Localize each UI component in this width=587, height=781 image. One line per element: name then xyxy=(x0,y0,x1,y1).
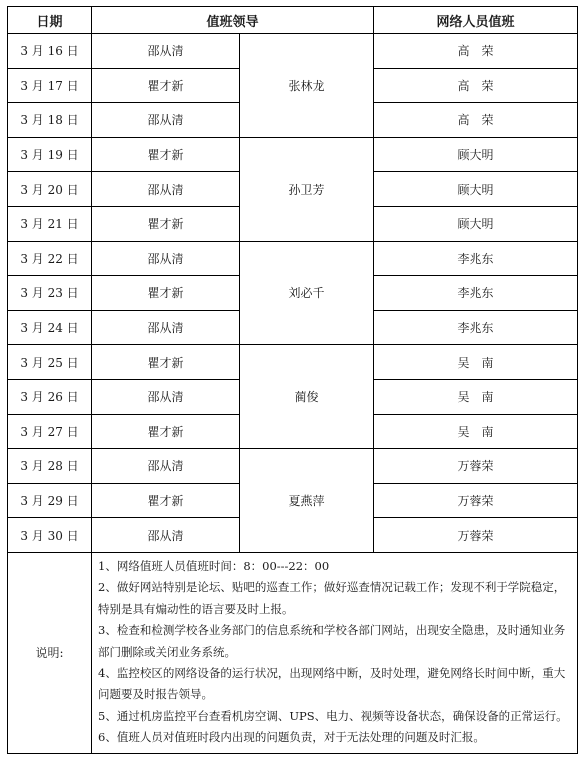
chief-leader-cell: 孙卫芳 xyxy=(240,137,374,241)
note-item: 5、通过机房监控平台查看机房空调、UPS、电力、视频等设备状态，确保设备的正常运行。 xyxy=(98,708,568,723)
leader-cell: 邵从清 xyxy=(92,379,240,414)
notes-row xyxy=(8,552,578,753)
network-staff-cell: 李兆东 xyxy=(374,276,578,311)
chief-leader-cell: 蔺俊 xyxy=(240,345,374,449)
network-staff-cell: 高 荣 xyxy=(374,34,578,69)
note-item: 1、网络值班人员值班时间：8：00---22：00 xyxy=(98,558,330,573)
leader-cell: 邵从清 xyxy=(92,172,240,207)
leader-cell: 瞿才新 xyxy=(92,68,240,103)
schedule-row xyxy=(8,449,578,484)
table-header-row xyxy=(8,7,578,34)
chief-leader-cell: 刘必千 xyxy=(240,241,374,345)
network-staff-cell: 顾大明 xyxy=(374,172,578,207)
schedule-body xyxy=(8,34,578,553)
network-staff-cell: 万蓉荣 xyxy=(374,518,578,553)
date-cell: 3 月 25 日 xyxy=(8,345,92,380)
notes-label: 说明: xyxy=(8,552,92,753)
date-cell: 3 月 26 日 xyxy=(8,379,92,414)
duty-schedule-sheet xyxy=(7,6,577,754)
leader-cell: 瞿才新 xyxy=(92,345,240,380)
network-staff-cell: 高 荣 xyxy=(374,68,578,103)
date-cell: 3 月 21 日 xyxy=(8,206,92,241)
duty-schedule-table xyxy=(7,6,578,754)
network-staff-cell: 万蓉荣 xyxy=(374,483,578,518)
schedule-row xyxy=(8,137,578,172)
leader-cell: 瞿才新 xyxy=(92,206,240,241)
note-item: 3、检查和检测学校各业务部门的信息系统和学校各部门网站，出现安全隐患，及时通知业务部门删除或关闭业务系统。 xyxy=(98,623,566,659)
network-staff-cell: 李兆东 xyxy=(374,241,578,276)
schedule-row xyxy=(8,345,578,380)
date-cell: 3 月 20 日 xyxy=(8,172,92,207)
network-staff-cell: 吴 南 xyxy=(374,345,578,380)
date-cell: 3 月 18 日 xyxy=(8,103,92,138)
network-staff-cell: 吴 南 xyxy=(374,414,578,449)
leader-cell: 邵从清 xyxy=(92,241,240,276)
schedule-row xyxy=(8,241,578,276)
date-cell: 3 月 30 日 xyxy=(8,518,92,553)
schedule-row xyxy=(8,34,578,69)
leader-cell: 瞿才新 xyxy=(92,483,240,518)
leader-cell: 邵从清 xyxy=(92,449,240,484)
network-staff-cell: 顾大明 xyxy=(374,137,578,172)
network-staff-cell: 吴 南 xyxy=(374,379,578,414)
leader-cell: 瞿才新 xyxy=(92,414,240,449)
date-cell: 3 月 29 日 xyxy=(8,483,92,518)
header-date: 日期 xyxy=(8,7,92,34)
leader-cell: 瞿才新 xyxy=(92,276,240,311)
note-item: 2、做好网站特别是论坛、贴吧的巡查工作；做好巡查情况记载工作；发现不利于学院稳定，特别是具有煽动性的语言要及时上报。 xyxy=(98,580,566,616)
leader-cell: 邵从清 xyxy=(92,310,240,345)
chief-leader-cell: 张林龙 xyxy=(240,34,374,138)
note-item: 4、监控校区的网络设备的运行状况，出现网络中断，及时处理，避免网络长时间中断，重大问题要及时报告领导。 xyxy=(98,665,566,702)
network-staff-cell: 万蓉荣 xyxy=(374,449,578,484)
note-item: 6、值班人员对值班时段内出现的问题负责，对于无法处理的问题及时汇报。 xyxy=(98,730,485,745)
leader-cell: 邵从清 xyxy=(92,34,240,69)
header-leader: 值班领导 xyxy=(92,7,374,34)
date-cell: 3 月 24 日 xyxy=(8,310,92,345)
leader-cell: 瞿才新 xyxy=(92,137,240,172)
header-network: 网络人员值班 xyxy=(374,7,578,34)
date-cell: 3 月 17 日 xyxy=(8,68,92,103)
chief-leader-cell: 夏燕萍 xyxy=(240,449,374,553)
network-staff-cell: 高 荣 xyxy=(374,103,578,138)
date-cell: 3 月 22 日 xyxy=(8,241,92,276)
network-staff-cell: 顾大明 xyxy=(374,206,578,241)
date-cell: 3 月 23 日 xyxy=(8,276,92,311)
notes-cell xyxy=(92,552,578,753)
leader-cell: 邵从清 xyxy=(92,518,240,553)
date-cell: 3 月 19 日 xyxy=(8,137,92,172)
leader-cell: 邵从清 xyxy=(92,103,240,138)
date-cell: 3 月 28 日 xyxy=(8,449,92,484)
network-staff-cell: 李兆东 xyxy=(374,310,578,345)
date-cell: 3 月 16 日 xyxy=(8,34,92,69)
date-cell: 3 月 27 日 xyxy=(8,414,92,449)
